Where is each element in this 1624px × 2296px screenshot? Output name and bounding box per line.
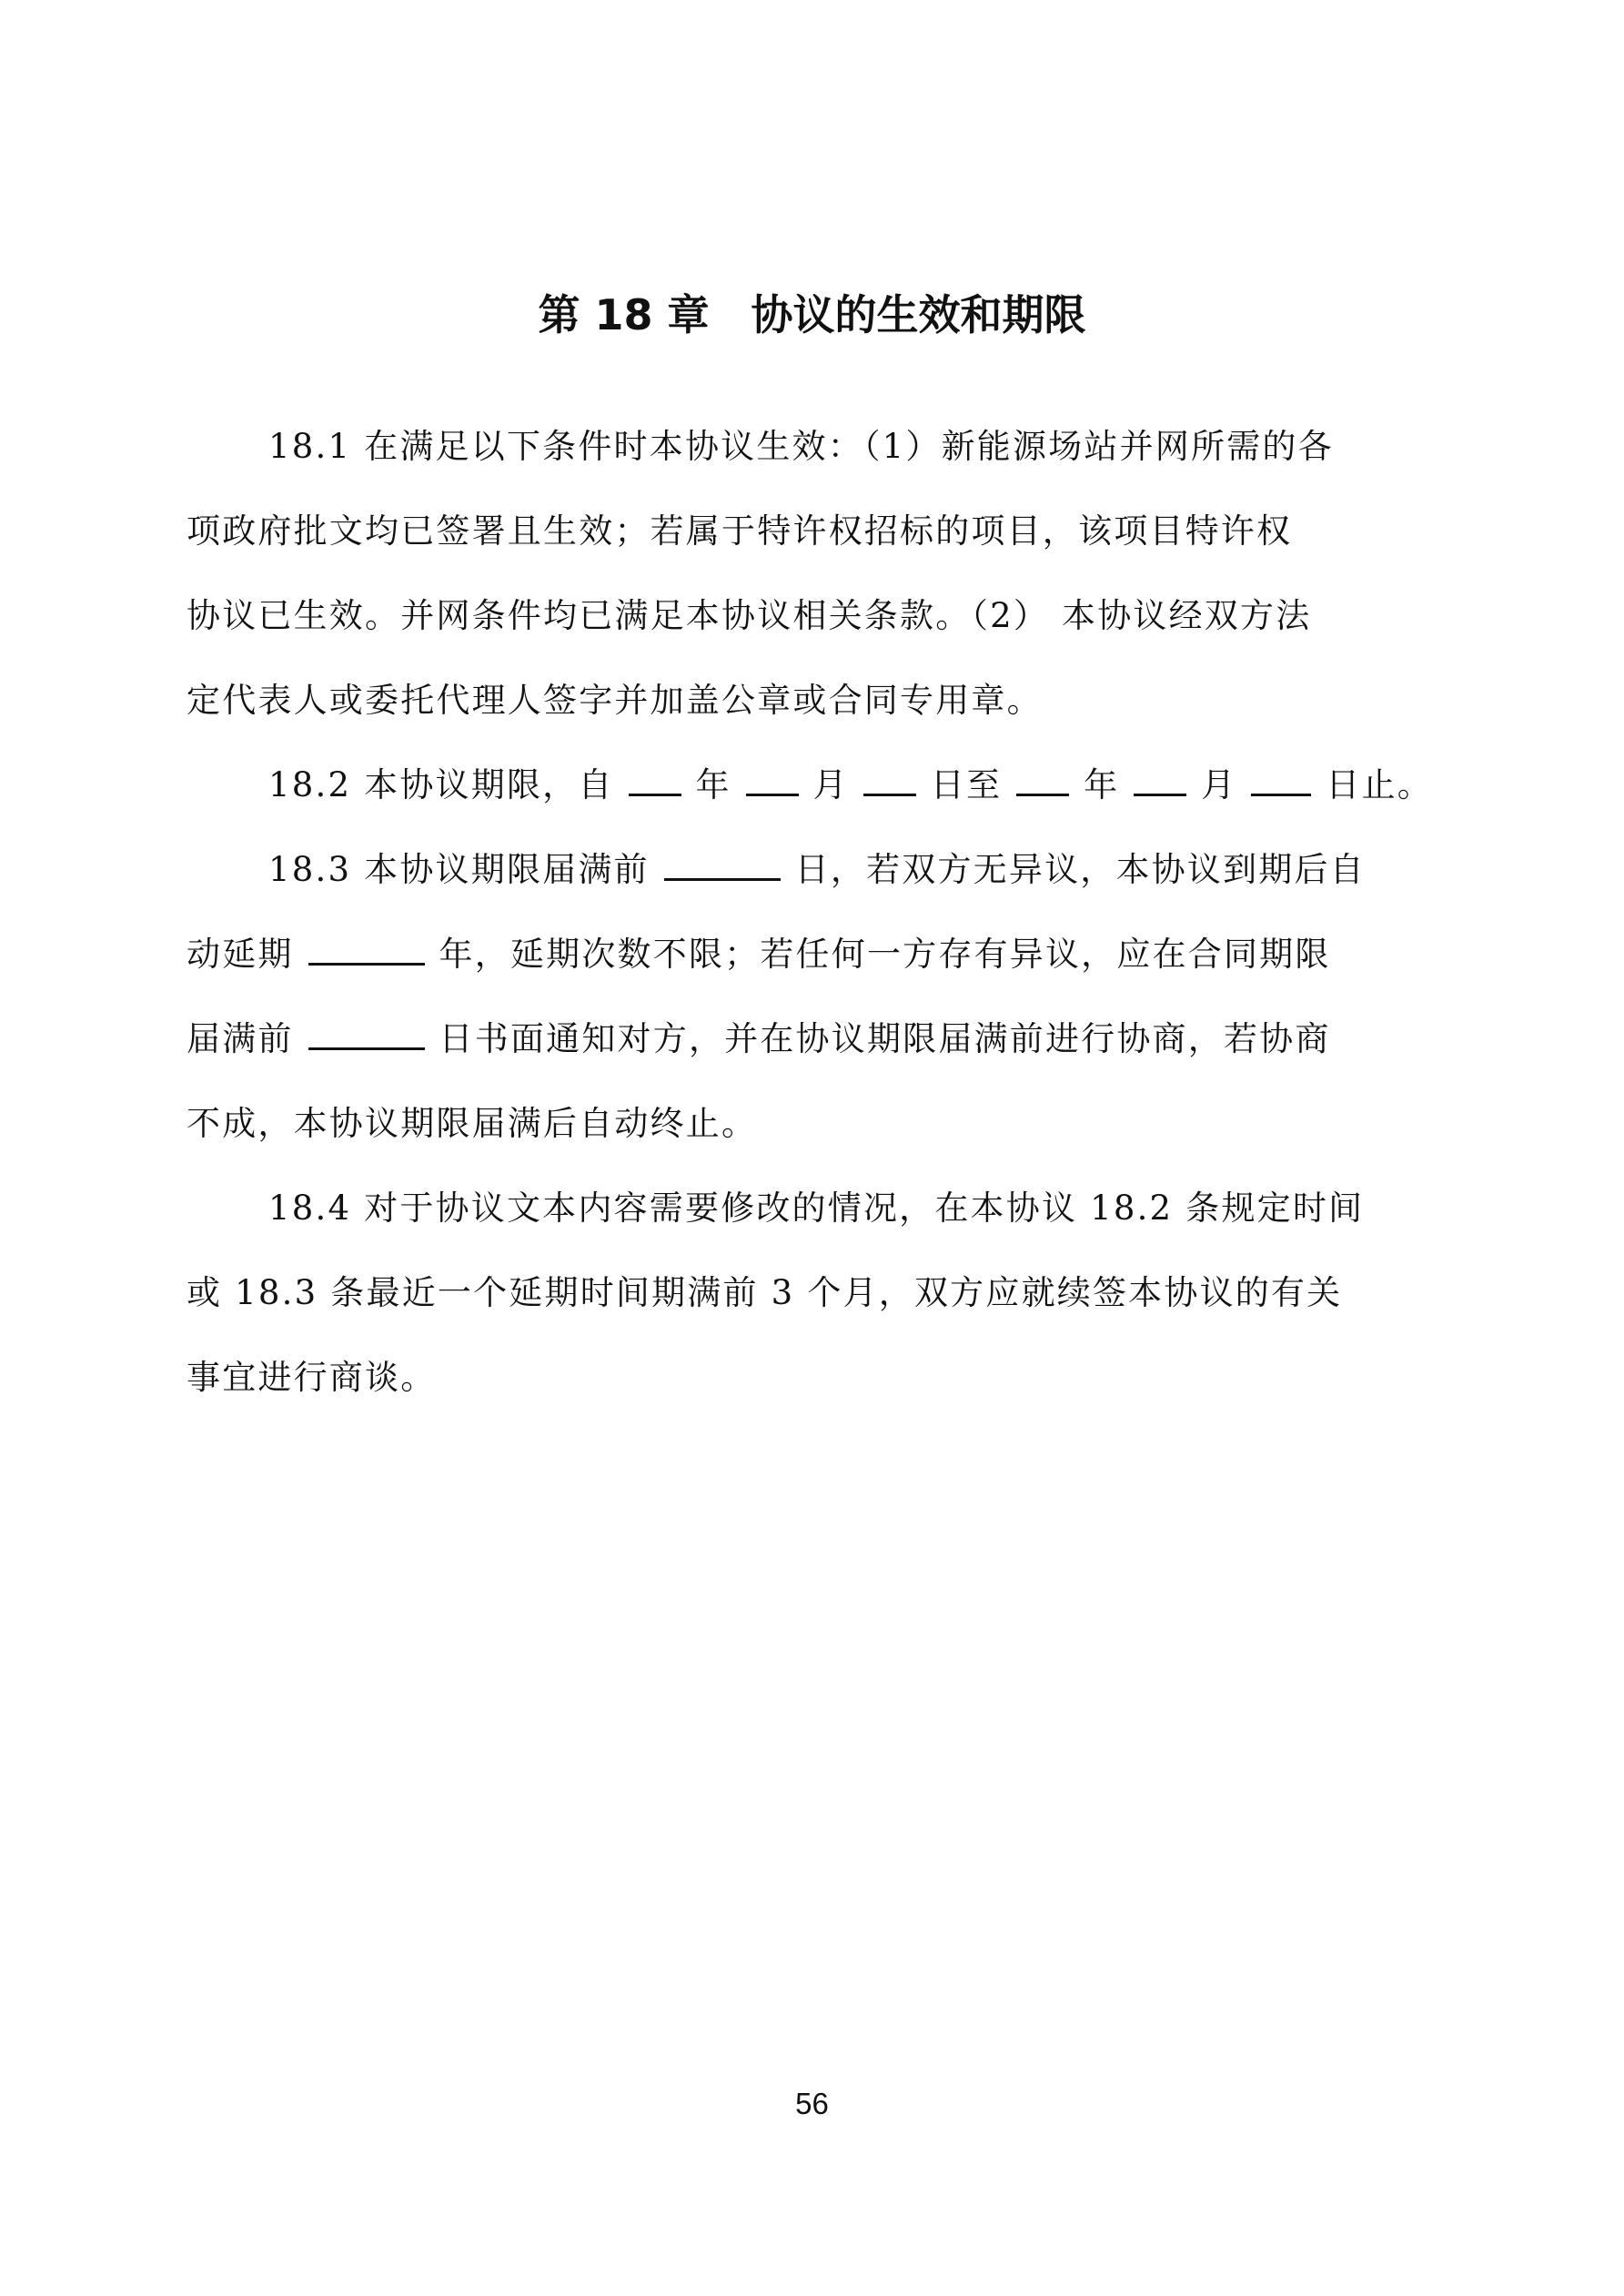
clause-18-3-line-2-tail: 年，延期次数不限；若任何一方存有异议，应在合同期限 [439,935,1331,974]
written-notice-days-blank [308,1017,425,1050]
clause-18-1-line-3: 协议已生效。并网条件均已满足本协议相关条款。（2） 本协议经双方法 [187,596,1312,635]
clause-18-3-line-1-tail: 日，若双方无异议，本协议到期后自 [794,850,1366,889]
start-month-blank [746,763,799,796]
clause-18-1-line-4: 定代表人或委托代理人签字并加盖公章或合同专用章。 [187,681,1043,720]
clause-18-4-line-1: 18.4 对于协议文本内容需要修改的情况，在本协议 18.2 条规定时间 [268,1188,1365,1228]
start-month-label: 月 [812,765,849,804]
clause-18-3-line-3-tail: 日书面通知对方，并在协议期限届满前进行协商，若协商 [439,1019,1331,1058]
clause-18-1-line-2: 项政府批文均已签署且生效；若属于特许权招标的项目，该项目特许权 [187,511,1293,551]
clause-18-3-line-3-lead: 届满前 [187,1019,294,1058]
chapter-title: 第 18 章 协议的生效和期限 [538,290,1086,339]
start-day-blank [863,763,916,796]
clause-18-1-line-1: 18.1 在满足以下条件时本协议生效：（1）新能源场站并网所需的各 [268,427,1334,466]
end-day-label: 日止。 [1326,765,1433,804]
clause-18-3-line-1-lead: 18.3 本协议期限届满前 [268,850,650,889]
clause-18-3-line-1 [268,845,1366,895]
start-year-label: 年 [695,765,731,804]
start-day-label: 日至 [930,765,1003,804]
end-year-label: 年 [1084,765,1120,804]
clause-18-3-line-3 [187,1014,1331,1065]
end-month-label: 月 [1201,765,1237,804]
page-number: 56 [795,2087,829,2120]
clause-18-3-line-2-lead: 动延期 [187,935,294,974]
clause-18-3-line-2 [187,929,1331,980]
end-day-blank [1251,763,1311,796]
clause-18-2-lead: 18.2 本协议期限，自 [268,765,614,804]
extension-years-blank [308,932,425,966]
start-year-blank [629,763,681,796]
clause-18-3-line-4: 不成，本协议期限届满后自动终止。 [187,1104,758,1143]
clause-18-4-line-2: 或 18.3 条最近一个延期时间期满前 3 个月，双方应就续签本协议的有关 [187,1273,1343,1312]
clause-18-4-line-3: 事宜进行商谈。 [187,1358,437,1397]
end-year-blank [1016,763,1069,796]
end-month-blank [1134,763,1186,796]
notice-days-blank [664,847,781,881]
clause-18-2-line [268,760,1433,811]
